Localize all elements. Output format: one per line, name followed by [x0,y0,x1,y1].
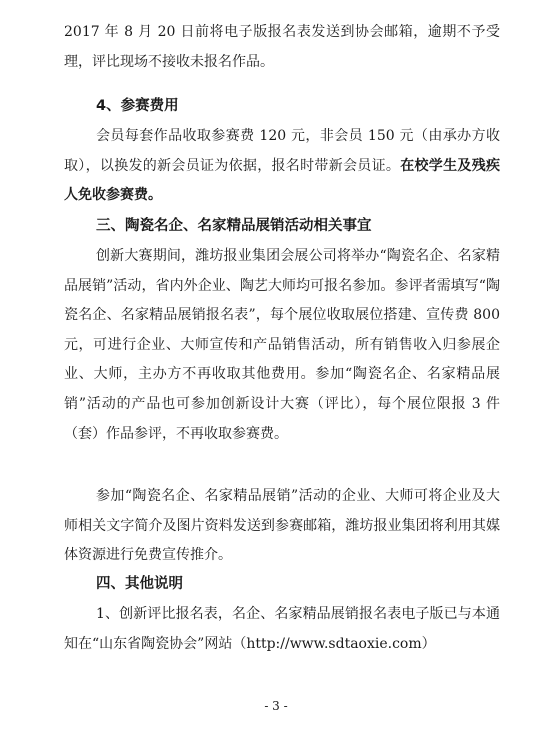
expo-paragraph-2: 参加“陶瓷名企、名家精品展销”活动的企业、大师可将企业及大师相关文字简介及图片资料发送到参赛邮箱，潍坊报业集团将利用其媒体资源进行免费宣传推介。 [64,488,500,564]
fee-paragraph [64,122,500,211]
other-heading: 四、其他说明 [96,576,183,592]
page-number: - 3 - [264,699,288,713]
deadline-paragraph: 2017 年 8 月 20 日前将电子版报名表发送到协会邮箱，逾期不予受理，评比现场不接收未报名作品。 [64,24,500,70]
expo-heading: 三、陶瓷名企、名家精品展销活动相关事宜 [96,218,372,234]
fee-exemption-text: 在校学生及残疾人免收参赛费。 [64,157,501,204]
other-paragraph-1: 1、创新评比报名表，名企、名家精品展销报名表电子版已与本通知在“山东省陶瓷协会”网站（http://www.sdtaoxie.com） [64,606,500,652]
expo-paragraph-1: 创新大赛期间，潍坊报业集团会展公司将举办“陶瓷名企、名家精品展销”活动，省内外企业、陶艺大师均可报名参加。参评者需填写“陶瓷名企、名家精品展销报名表”，每个展位收取展位搭建、宣传费 800 元，可进行企业、大师宣传和产品销售活动，所有销售收入归参展企业、大师，主办方不再收取其他费用。参加“陶瓷名企、名家精品展销”活动的产品也可参加创新设计大赛（评比），每个展位限报 3 件（套）作品参评，不再收取参赛费。 [64,248,500,442]
fee-heading: 4、参赛费用 [96,98,179,114]
fee-text: 会员每套作品收取参赛费 120 元，非会员 150 元（由承办方收取），以换发的新会员证为依据，报名时带新会员证。 [64,128,500,174]
